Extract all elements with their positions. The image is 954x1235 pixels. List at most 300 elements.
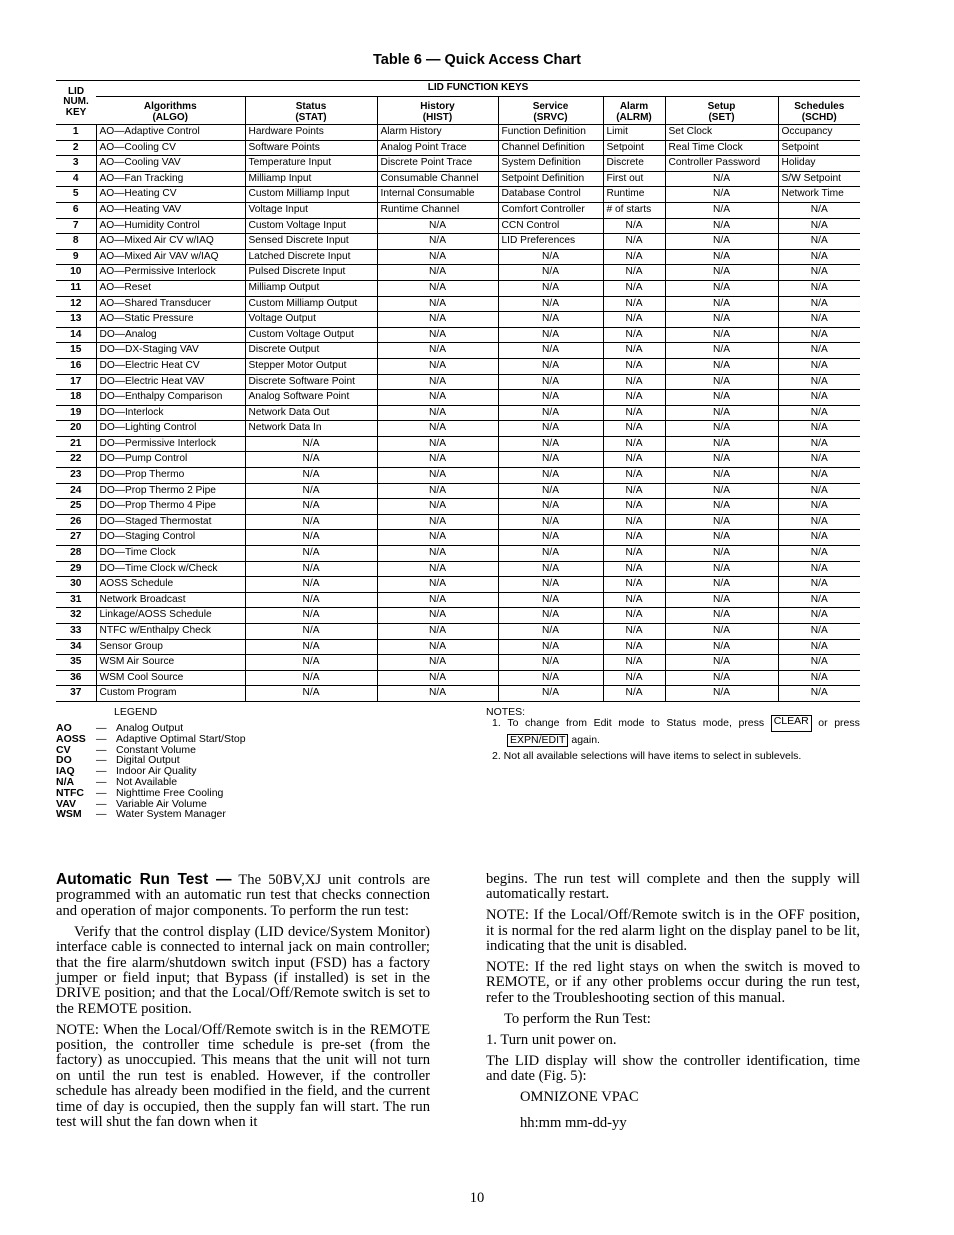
table-cell: N/A xyxy=(498,374,603,390)
table-cell: N/A xyxy=(778,452,860,468)
table-cell: N/A xyxy=(665,265,778,281)
table-cell: N/A xyxy=(603,670,665,686)
table-cell: N/A xyxy=(498,483,603,499)
table-cell: N/A xyxy=(665,280,778,296)
table-cell: N/A xyxy=(778,421,860,437)
table-cell: N/A xyxy=(665,686,778,702)
column-header: Setup (SET) xyxy=(665,97,778,125)
table-cell: DO—Interlock xyxy=(96,405,245,421)
lid-key-cell: 32 xyxy=(56,608,96,624)
quick-access-table xyxy=(56,80,860,702)
table-cell: N/A xyxy=(778,202,860,218)
table-cell: Temperature Input xyxy=(245,156,377,172)
lid-key-cell: 28 xyxy=(56,546,96,562)
paragraph: NOTE: If the red light stays on when the switch is moved to REMOTE, or if any other problems occur during the run test, refer to the Troubleshooting section of this manual. xyxy=(486,959,860,1006)
table-cell: Comfort Controller xyxy=(498,202,603,218)
table-cell: Network Time xyxy=(778,187,860,203)
table-cell: NTFC w/Enthalpy Check xyxy=(96,624,245,640)
paragraph: NOTE: If the Local/Off/Remote switch is in the OFF position, it is normal for the red alarm light on the display panel to be lit, indicating that the unit is disabled. xyxy=(486,907,860,955)
table-cell: AO—Permissive Interlock xyxy=(96,265,245,281)
table-row xyxy=(56,218,860,234)
table-cell: N/A xyxy=(377,327,498,343)
table-cell: Voltage Input xyxy=(245,202,377,218)
table-cell: N/A xyxy=(665,234,778,250)
lid-key-cell: 18 xyxy=(56,390,96,406)
paragraph: begins. The run test will complete and then the supply will automatically restart. xyxy=(486,871,860,903)
table-cell: N/A xyxy=(377,390,498,406)
table-cell: N/A xyxy=(245,608,377,624)
table-cell: N/A xyxy=(377,358,498,374)
table-cell: Network Data In xyxy=(245,421,377,437)
table-cell: Limit xyxy=(603,125,665,141)
table-cell: N/A xyxy=(665,421,778,437)
table-cell: N/A xyxy=(665,390,778,406)
table-cell: N/A xyxy=(245,577,377,593)
table-cell: AO—Cooling VAV xyxy=(96,156,245,172)
lid-key-cell: 7 xyxy=(56,218,96,234)
table-cell: Setpoint xyxy=(603,140,665,156)
table-cell: N/A xyxy=(498,343,603,359)
table-cell: AO—Mixed Air CV w/IAQ xyxy=(96,234,245,250)
table-cell: First out xyxy=(603,171,665,187)
lid-key-cell: 24 xyxy=(56,483,96,499)
table-cell: AO—Cooling CV xyxy=(96,140,245,156)
table-cell: N/A xyxy=(665,577,778,593)
lid-key-cell: 15 xyxy=(56,343,96,359)
table-cell: N/A xyxy=(665,343,778,359)
paragraph: Verify that the control display (LID device/System Monitor) interface cable is connected to internal jack on main controller; that the fire alarm/shutdown switch input (FSD) has a factory jumper or field input; that Bypass (if installed) is set in the DRIVE position; and that the Local/Off/Remote switch is set to the REMOTE position. xyxy=(56,923,430,1017)
table-cell: N/A xyxy=(377,218,498,234)
table-cell: N/A xyxy=(377,561,498,577)
table-cell: N/A xyxy=(603,655,665,671)
table-cell: N/A xyxy=(665,546,778,562)
table-cell: N/A xyxy=(498,312,603,328)
table-row xyxy=(56,249,860,265)
table-cell: Analog Software Point xyxy=(245,390,377,406)
table-cell: Milliamp Input xyxy=(245,171,377,187)
lid-key-cell: 17 xyxy=(56,374,96,390)
table-cell: N/A xyxy=(498,514,603,530)
table-cell: N/A xyxy=(377,670,498,686)
table-cell: N/A xyxy=(498,639,603,655)
table-cell: N/A xyxy=(603,624,665,640)
table-cell: DO—Permissive Interlock xyxy=(96,436,245,452)
table-cell: DO—Prop Thermo 2 Pipe xyxy=(96,483,245,499)
table-cell: Network Broadcast xyxy=(96,592,245,608)
column-header: Schedules (SCHD) xyxy=(778,97,860,125)
lid-key-cell: 30 xyxy=(56,577,96,593)
lid-key-cell: 35 xyxy=(56,655,96,671)
table-cell: N/A xyxy=(377,499,498,515)
table-row xyxy=(56,296,860,312)
table-cell: N/A xyxy=(665,218,778,234)
table-cell: N/A xyxy=(665,249,778,265)
table-cell: N/A xyxy=(245,686,377,702)
lid-key-cell: 27 xyxy=(56,530,96,546)
table-row xyxy=(56,187,860,203)
table-row xyxy=(56,530,860,546)
table-cell: N/A xyxy=(377,483,498,499)
lid-key-cell: 10 xyxy=(56,265,96,281)
expn-edit-key-label: EXPN/EDIT xyxy=(507,734,568,747)
table-cell: N/A xyxy=(498,686,603,702)
table-cell: N/A xyxy=(498,327,603,343)
note-1: 1. To change from Edit mode to Status mode, press CLEAR or press EXPN/EDIT again. xyxy=(492,715,860,746)
table-cell: N/A xyxy=(603,499,665,515)
table-cell: N/A xyxy=(245,561,377,577)
table-cell: N/A xyxy=(603,436,665,452)
table-cell: N/A xyxy=(377,234,498,250)
table-cell: N/A xyxy=(778,312,860,328)
table-row xyxy=(56,421,860,437)
table-cell: N/A xyxy=(603,390,665,406)
table-cell: N/A xyxy=(665,624,778,640)
table-cell: DO—Analog xyxy=(96,327,245,343)
body-left-column xyxy=(56,872,430,1136)
lid-key-cell: 31 xyxy=(56,592,96,608)
table-row xyxy=(56,390,860,406)
lid-key-cell: 37 xyxy=(56,686,96,702)
table-cell: System Definition xyxy=(498,156,603,172)
table-cell: AO—Mixed Air VAV w/IAQ xyxy=(96,249,245,265)
notes-title: NOTES: xyxy=(486,706,526,718)
table-cell: WSM Cool Source xyxy=(96,670,245,686)
table-row xyxy=(56,202,860,218)
table-cell: N/A xyxy=(377,296,498,312)
table-cell: N/A xyxy=(778,577,860,593)
lid-key-cell: 19 xyxy=(56,405,96,421)
table-cell: N/A xyxy=(665,187,778,203)
table-cell: N/A xyxy=(778,358,860,374)
table-cell: Runtime xyxy=(603,187,665,203)
table-cell: Internal Consumable xyxy=(377,187,498,203)
table-cell: N/A xyxy=(665,499,778,515)
table-cell: Network Data Out xyxy=(245,405,377,421)
table-cell: Latched Discrete Input xyxy=(245,249,377,265)
table-cell: N/A xyxy=(377,374,498,390)
table-cell: N/A xyxy=(603,686,665,702)
lid-key-cell: 13 xyxy=(56,312,96,328)
table-cell: N/A xyxy=(245,530,377,546)
table-cell: N/A xyxy=(665,436,778,452)
table-cell: N/A xyxy=(245,592,377,608)
table-cell: N/A xyxy=(245,514,377,530)
table-row xyxy=(56,670,860,686)
table-cell: N/A xyxy=(498,546,603,562)
table-cell: Channel Definition xyxy=(498,140,603,156)
table-cell: N/A xyxy=(377,530,498,546)
table-row xyxy=(56,483,860,499)
table-cell: N/A xyxy=(603,218,665,234)
table-cell: Discrete xyxy=(603,156,665,172)
table-cell: DO—Lighting Control xyxy=(96,421,245,437)
table-cell: N/A xyxy=(498,452,603,468)
table-cell: N/A xyxy=(245,468,377,484)
table-cell: DO—Staged Thermostat xyxy=(96,514,245,530)
table-cell: N/A xyxy=(778,234,860,250)
table-cell: N/A xyxy=(665,639,778,655)
table-row xyxy=(56,624,860,640)
table-cell: N/A xyxy=(603,530,665,546)
table-row xyxy=(56,171,860,187)
column-header: Algorithms (ALGO) xyxy=(96,97,245,125)
lid-display-line-1: OMNIZONE VPAC xyxy=(520,1089,639,1106)
table-cell: N/A xyxy=(665,327,778,343)
table-cell: N/A xyxy=(778,670,860,686)
table-cell: N/A xyxy=(377,312,498,328)
table-cell: N/A xyxy=(377,280,498,296)
table-cell: N/A xyxy=(498,608,603,624)
table-row xyxy=(56,452,860,468)
table-cell: N/A xyxy=(778,436,860,452)
table-cell: N/A xyxy=(778,280,860,296)
table-cell: N/A xyxy=(603,592,665,608)
table-cell: N/A xyxy=(377,265,498,281)
lid-key-cell: 23 xyxy=(56,468,96,484)
table-cell: N/A xyxy=(665,608,778,624)
lid-key-cell: 12 xyxy=(56,296,96,312)
lid-num-key-header: LID NUM. KEY xyxy=(56,81,96,125)
lid-key-cell: 4 xyxy=(56,171,96,187)
table-cell: N/A xyxy=(603,249,665,265)
table-cell: N/A xyxy=(377,343,498,359)
table-cell: N/A xyxy=(603,405,665,421)
table-cell: Setpoint Definition xyxy=(498,171,603,187)
table-cell: N/A xyxy=(603,265,665,281)
table-cell: N/A xyxy=(778,546,860,562)
table-cell: N/A xyxy=(377,514,498,530)
table-cell: N/A xyxy=(377,608,498,624)
table-cell: N/A xyxy=(603,577,665,593)
table-cell: N/A xyxy=(603,483,665,499)
table-row xyxy=(56,156,860,172)
table-cell: N/A xyxy=(377,249,498,265)
table-row xyxy=(56,608,860,624)
table-row xyxy=(56,468,860,484)
table-cell: N/A xyxy=(498,390,603,406)
lid-key-cell: 25 xyxy=(56,499,96,515)
table-cell: Holiday xyxy=(778,156,860,172)
table-cell: N/A xyxy=(665,452,778,468)
table-cell: DO—Electric Heat VAV xyxy=(96,374,245,390)
table-cell: Setpoint xyxy=(778,140,860,156)
table-cell: AO—Reset xyxy=(96,280,245,296)
table-cell: Custom Voltage Input xyxy=(245,218,377,234)
table-cell: N/A xyxy=(665,483,778,499)
table-cell: N/A xyxy=(603,639,665,655)
table-cell: N/A xyxy=(245,452,377,468)
table-cell: N/A xyxy=(665,202,778,218)
table-cell: Consumable Channel xyxy=(377,171,498,187)
lid-key-cell: 6 xyxy=(56,202,96,218)
table-cell: N/A xyxy=(778,296,860,312)
table-cell: N/A xyxy=(665,670,778,686)
table-row xyxy=(56,125,860,141)
page-number: 10 xyxy=(469,1190,485,1206)
table-row xyxy=(56,358,860,374)
table-cell: Function Definition xyxy=(498,125,603,141)
table-cell: N/A xyxy=(498,577,603,593)
lid-key-cell: 29 xyxy=(56,561,96,577)
table-cell: Discrete Software Point xyxy=(245,374,377,390)
table-cell: AO—Heating CV xyxy=(96,187,245,203)
table-cell: Discrete Output xyxy=(245,343,377,359)
table-cell: AO—Static Pressure xyxy=(96,312,245,328)
lid-key-cell: 14 xyxy=(56,327,96,343)
table-cell: N/A xyxy=(778,530,860,546)
table-cell: AO—Humidity Control xyxy=(96,218,245,234)
table-cell: N/A xyxy=(377,577,498,593)
table-cell: N/A xyxy=(603,374,665,390)
table-title: Table 6 — Quick Access Chart xyxy=(373,52,581,68)
clear-key-label: CLEAR xyxy=(771,715,812,732)
table-cell: N/A xyxy=(603,358,665,374)
table-cell: N/A xyxy=(778,249,860,265)
table-cell: N/A xyxy=(603,514,665,530)
table-cell: Set Clock xyxy=(665,125,778,141)
table-cell: N/A xyxy=(778,499,860,515)
table-cell: N/A xyxy=(603,546,665,562)
lid-key-cell: 36 xyxy=(56,670,96,686)
table-cell: N/A xyxy=(665,358,778,374)
table-cell: N/A xyxy=(665,374,778,390)
table-cell: CCN Control xyxy=(498,218,603,234)
column-header: Service (SRVC) xyxy=(498,97,603,125)
table-cell: N/A xyxy=(603,452,665,468)
table-cell: DO—Time Clock w/Check xyxy=(96,561,245,577)
table-cell: N/A xyxy=(603,234,665,250)
table-cell: Hardware Points xyxy=(245,125,377,141)
table-cell: N/A xyxy=(245,670,377,686)
paragraph: NOTE: When the Local/Off/Remote switch is in the REMOTE position, the controller time schedule is pre-set (from the factory) as unoccupied. This means that the unit will not turn on until the run test is enabled. However, if the controller schedule has already been modified in the field, and the current time of day is occupied, then the supply fan will start. The run test will shut the fan down when it xyxy=(56,1021,430,1131)
table-cell: Pulsed Discrete Input xyxy=(245,265,377,281)
table-cell: N/A xyxy=(245,624,377,640)
table-cell: DO—Staging Control xyxy=(96,530,245,546)
table-cell: N/A xyxy=(778,327,860,343)
column-header: Status (STAT) xyxy=(245,97,377,125)
table-cell: N/A xyxy=(665,296,778,312)
table-cell: DO—Prop Thermo xyxy=(96,468,245,484)
paragraph: To perform the Run Test: xyxy=(504,1010,651,1027)
table-cell: N/A xyxy=(778,624,860,640)
table-row xyxy=(56,514,860,530)
step-1-body: The LID display will show the controller identification, time and date (Fig. 5): xyxy=(486,1052,860,1084)
table-cell: AOSS Schedule xyxy=(96,577,245,593)
table-cell: N/A xyxy=(377,468,498,484)
table-cell: AO—Fan Tracking xyxy=(96,171,245,187)
table-cell: LID Preferences xyxy=(498,234,603,250)
table-cell: N/A xyxy=(498,499,603,515)
table-cell: N/A xyxy=(498,265,603,281)
table-cell: N/A xyxy=(778,686,860,702)
table-cell: Alarm History xyxy=(377,125,498,141)
table-cell: N/A xyxy=(245,436,377,452)
table-cell: N/A xyxy=(498,468,603,484)
table-cell: N/A xyxy=(498,280,603,296)
table-row xyxy=(56,686,860,702)
table-cell: Analog Point Trace xyxy=(377,140,498,156)
table-cell: N/A xyxy=(778,374,860,390)
table-cell: Linkage/AOSS Schedule xyxy=(96,608,245,624)
table-row xyxy=(56,499,860,515)
step-1: 1. Turn unit power on. xyxy=(486,1031,617,1048)
table-cell: N/A xyxy=(498,655,603,671)
table-row xyxy=(56,265,860,281)
table-cell: Milliamp Output xyxy=(245,280,377,296)
table-cell: N/A xyxy=(665,530,778,546)
lid-key-cell: 8 xyxy=(56,234,96,250)
table-cell: N/A xyxy=(245,499,377,515)
table-cell: N/A xyxy=(498,249,603,265)
table-row xyxy=(56,140,860,156)
table-cell: N/A xyxy=(665,655,778,671)
table-cell: N/A xyxy=(377,624,498,640)
table-cell: N/A xyxy=(377,592,498,608)
table-cell: N/A xyxy=(498,296,603,312)
table-cell: N/A xyxy=(245,639,377,655)
lid-display-line-2: hh:mm mm-dd-yy xyxy=(520,1114,627,1131)
table-cell: N/A xyxy=(377,452,498,468)
lid-key-cell: 33 xyxy=(56,624,96,640)
table-cell: N/A xyxy=(603,421,665,437)
table-cell: N/A xyxy=(778,561,860,577)
table-cell: N/A xyxy=(377,655,498,671)
table-cell: Voltage Output xyxy=(245,312,377,328)
table-cell: Real Time Clock xyxy=(665,140,778,156)
table-row xyxy=(56,234,860,250)
table-cell: N/A xyxy=(377,546,498,562)
table-cell: N/A xyxy=(778,343,860,359)
table-row xyxy=(56,280,860,296)
table-row xyxy=(56,374,860,390)
table-row xyxy=(56,405,860,421)
table-cell: N/A xyxy=(603,608,665,624)
lid-function-keys-header: LID FUNCTION KEYS xyxy=(96,81,860,97)
table-cell: N/A xyxy=(498,624,603,640)
table-row xyxy=(56,655,860,671)
table-cell: Runtime Channel xyxy=(377,202,498,218)
table-cell: N/A xyxy=(377,639,498,655)
lid-key-cell: 11 xyxy=(56,280,96,296)
table-cell: Database Control xyxy=(498,187,603,203)
table-cell: N/A xyxy=(665,312,778,328)
table-cell: N/A xyxy=(245,546,377,562)
table-cell: Custom Program xyxy=(96,686,245,702)
table-cell: N/A xyxy=(778,483,860,499)
column-header: Alarm (ALRM) xyxy=(603,97,665,125)
table-cell: N/A xyxy=(665,561,778,577)
table-cell: N/A xyxy=(778,655,860,671)
table-cell: N/A xyxy=(377,405,498,421)
lid-key-cell: 22 xyxy=(56,452,96,468)
table-cell: AO—Shared Transducer xyxy=(96,296,245,312)
table-cell: N/A xyxy=(498,530,603,546)
table-cell: N/A xyxy=(603,343,665,359)
lid-key-cell: 34 xyxy=(56,639,96,655)
table-cell: AO—Heating VAV xyxy=(96,202,245,218)
table-row xyxy=(56,343,860,359)
table-cell: WSM Air Source xyxy=(96,655,245,671)
table-cell: N/A xyxy=(778,390,860,406)
table-row xyxy=(56,577,860,593)
table-cell: N/A xyxy=(245,655,377,671)
table-row xyxy=(56,546,860,562)
table-cell: N/A xyxy=(665,171,778,187)
table-cell: N/A xyxy=(778,514,860,530)
lid-key-cell: 3 xyxy=(56,156,96,172)
table-cell: DO—Enthalpy Comparison xyxy=(96,390,245,406)
note-2: 2. Not all available selections will have items to select in sublevels. xyxy=(492,750,802,762)
